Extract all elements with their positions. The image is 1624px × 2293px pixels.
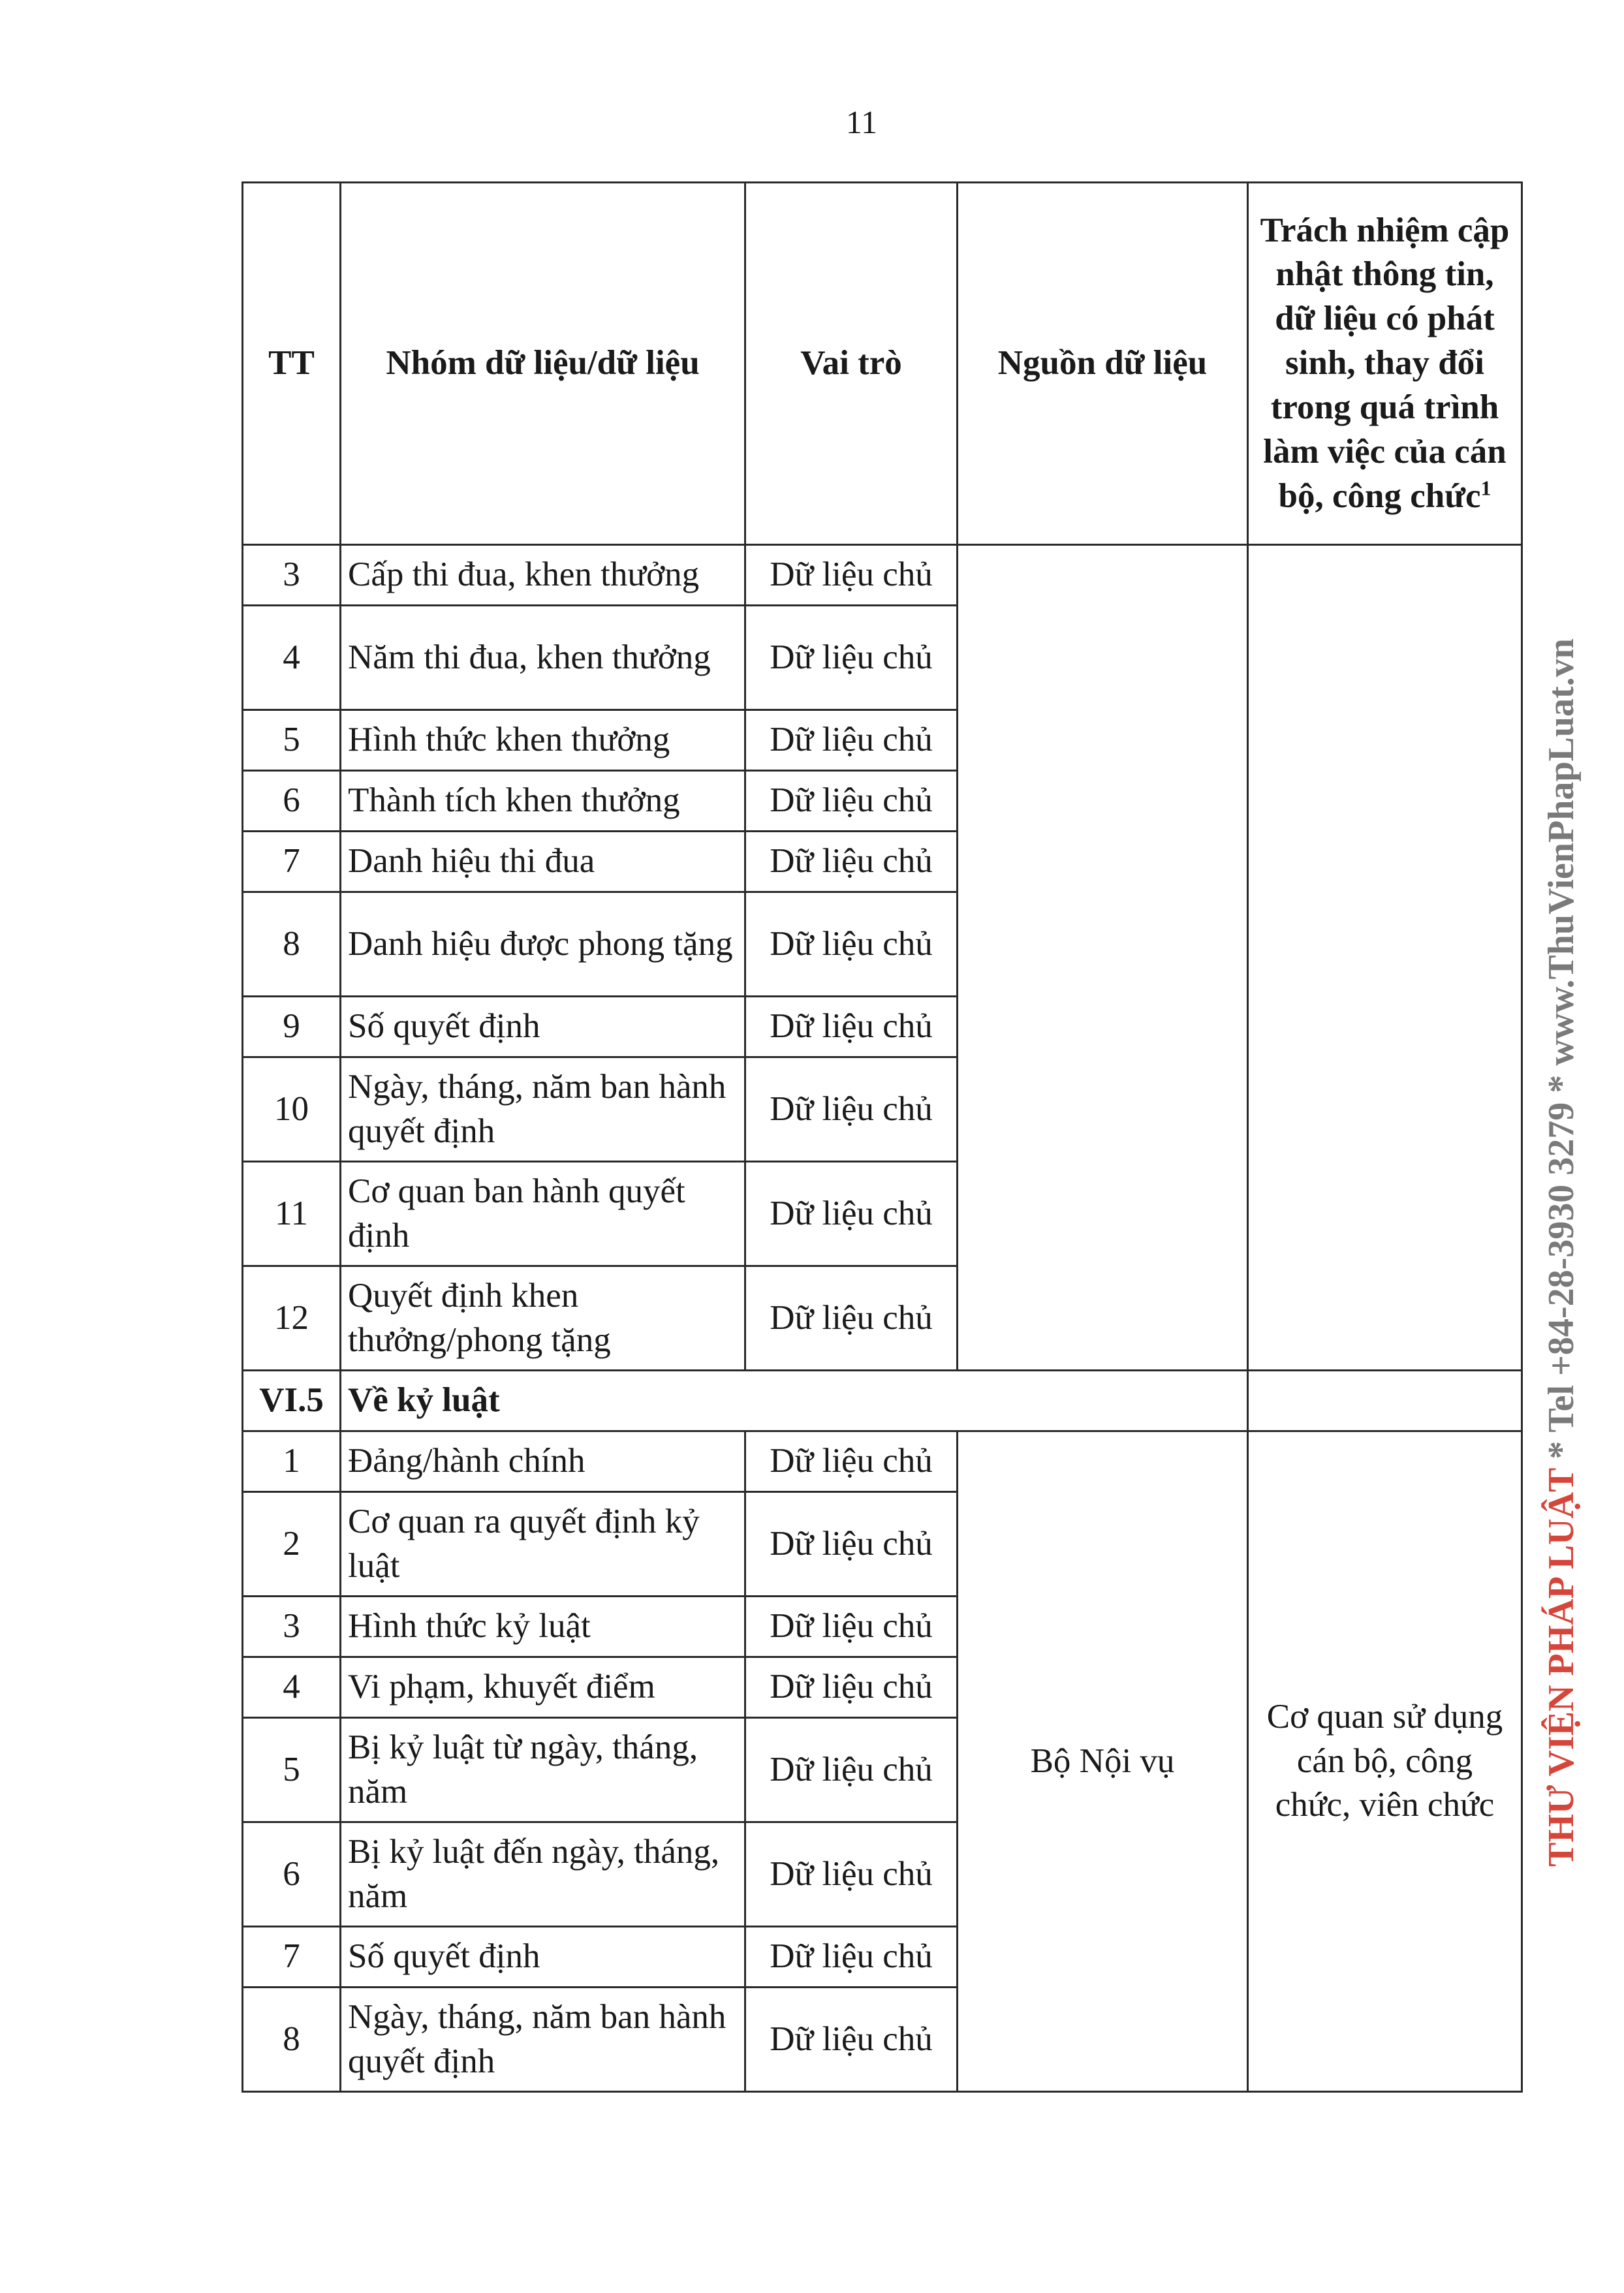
- row-role: Dữ liệu chủ: [745, 545, 958, 606]
- row-number: 9: [243, 997, 341, 1057]
- row-number: 4: [243, 1657, 341, 1718]
- header-responsibility-text: Trách nhiệm cập nhật thông tin, dữ liệu có phát sinh, thay đổi trong quá trình làm việc của cán bộ, công chức: [1260, 211, 1510, 515]
- row-role: Dữ liệu chủ: [745, 1266, 958, 1371]
- row-name: Hình thức kỷ luật: [341, 1597, 745, 1657]
- section-header-row: [243, 1371, 1522, 1431]
- source-cell-empty: [958, 545, 1248, 1371]
- row-name: Năm thi đua, khen thưởng: [341, 606, 745, 710]
- row-role: Dữ liệu chủ: [745, 1822, 958, 1927]
- row-name: Bị kỷ luật từ ngày, tháng, năm: [341, 1718, 745, 1822]
- row-role: Dữ liệu chủ: [745, 1492, 958, 1597]
- page-number: 11: [845, 104, 878, 140]
- row-name: Danh hiệu được phong tặng: [341, 892, 745, 997]
- table-row: [243, 1431, 1522, 1492]
- row-role: Dữ liệu chủ: [745, 1431, 958, 1492]
- row-role: Dữ liệu chủ: [745, 892, 958, 997]
- row-name: Số quyết định: [341, 1927, 745, 1988]
- row-name: Thành tích khen thưởng: [341, 771, 745, 832]
- row-role: Dữ liệu chủ: [745, 1988, 958, 2092]
- header-source: Nguồn dữ liệu: [958, 183, 1248, 545]
- row-number: 7: [243, 1927, 341, 1988]
- row-number: 3: [243, 545, 341, 606]
- row-name: Bị kỷ luật đến ngày, tháng, năm: [341, 1822, 745, 1927]
- header-role: Vai trò: [745, 183, 958, 545]
- row-name: Cơ quan ban hành quyết định: [341, 1162, 745, 1266]
- row-number: 8: [243, 1988, 341, 2092]
- row-name: Quyết định khen thưởng/phong tặng: [341, 1266, 745, 1371]
- row-role: Dữ liệu chủ: [745, 1718, 958, 1822]
- row-number: 6: [243, 1822, 341, 1927]
- row-role: Dữ liệu chủ: [745, 606, 958, 710]
- watermark-contact: * Tel +84-28-3930 3279 * www.ThuVienPhapLuat.vn: [1541, 638, 1582, 1459]
- row-role: Dữ liệu chủ: [745, 832, 958, 892]
- row-number: 7: [243, 832, 341, 892]
- source-cell: Bộ Nội vụ: [958, 1431, 1248, 2092]
- row-role: Dữ liệu chủ: [745, 1597, 958, 1657]
- row-name: Danh hiệu thi đua: [341, 832, 745, 892]
- row-name: Ngày, tháng, năm ban hành quyết định: [341, 1988, 745, 2092]
- row-number: 5: [243, 1718, 341, 1822]
- row-role: Dữ liệu chủ: [745, 1657, 958, 1718]
- row-role: Dữ liệu chủ: [745, 1927, 958, 1988]
- row-number: 1: [243, 1431, 341, 1492]
- row-number: 8: [243, 892, 341, 997]
- row-role: Dữ liệu chủ: [745, 997, 958, 1057]
- header-row: [243, 183, 1522, 545]
- row-role: Dữ liệu chủ: [745, 710, 958, 771]
- row-name: Ngày, tháng, năm ban hành quyết định: [341, 1057, 745, 1162]
- row-name: Vi phạm, khuyết điểm: [341, 1657, 745, 1718]
- section-title: Về kỷ luật: [341, 1371, 1248, 1431]
- row-number: 12: [243, 1266, 341, 1371]
- section-empty-cell: [1248, 1371, 1522, 1431]
- responsibility-cell-empty: [1248, 545, 1522, 1371]
- row-name: Cấp thi đua, khen thưởng: [341, 545, 745, 606]
- watermark: [1540, 638, 1582, 1867]
- header-group: Nhóm dữ liệu/dữ liệu: [341, 183, 745, 545]
- watermark-brand: THƯ VIỆN PHÁP LUẬT: [1541, 1468, 1582, 1867]
- responsibility-cell: Cơ quan sử dụng cán bộ, công chức, viên chức: [1248, 1431, 1522, 2092]
- footnote-marker: 1: [1480, 475, 1491, 499]
- header-responsibility: [1248, 183, 1522, 545]
- row-name: Cơ quan ra quyết định kỷ luật: [341, 1492, 745, 1597]
- header-tt: TT: [243, 183, 341, 545]
- row-number: 11: [243, 1162, 341, 1266]
- row-number: 5: [243, 710, 341, 771]
- row-role: Dữ liệu chủ: [745, 771, 958, 832]
- row-number: 3: [243, 1597, 341, 1657]
- row-name: Đảng/hành chính: [341, 1431, 745, 1492]
- row-number: 6: [243, 771, 341, 832]
- row-name: Số quyết định: [341, 997, 745, 1057]
- row-name: Hình thức khen thưởng: [341, 710, 745, 771]
- row-role: Dữ liệu chủ: [745, 1162, 958, 1266]
- row-number: 4: [243, 606, 341, 710]
- row-number: 2: [243, 1492, 341, 1597]
- table-row: [243, 545, 1522, 606]
- section-code: VI.5: [243, 1371, 341, 1431]
- row-number: 10: [243, 1057, 341, 1162]
- data-table: [242, 181, 1523, 2093]
- row-role: Dữ liệu chủ: [745, 1057, 958, 1162]
